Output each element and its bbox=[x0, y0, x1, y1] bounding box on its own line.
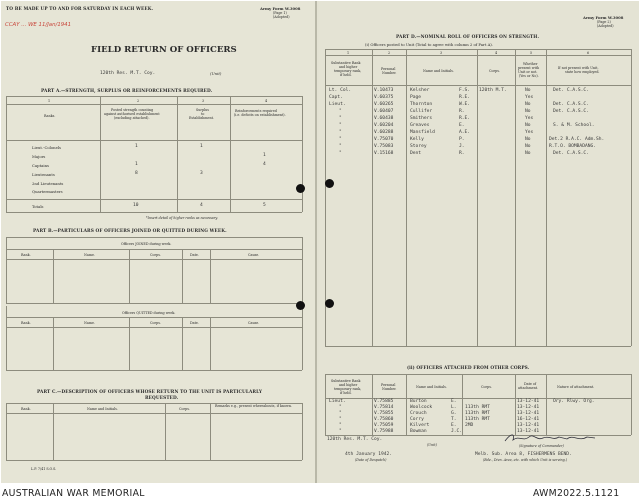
d-header-present-4: (Yes or No). bbox=[519, 74, 539, 78]
d-header-present-3: Unit or not. bbox=[518, 70, 538, 74]
reinforce-header-line-1: Reinforcements required bbox=[235, 109, 277, 113]
punch-hole-3 bbox=[325, 179, 334, 188]
d-col-number-6: 6 bbox=[587, 51, 590, 55]
d-header-present-1: Whether bbox=[523, 62, 538, 66]
part-c-heading: PART C.—DESCRIPTION OF OFFICERS WHOSE RETURN TO THE UNIT IS PARTICULARLY bbox=[37, 390, 263, 395]
part-c-col-corps: Corps. bbox=[179, 407, 190, 411]
page-one: TO BE MADE UP TO AND FOR SATURDAY IN EACH WEEK. Army Form W.3008 (Page 1) (Adopted) CCAY ... WE 11/Jan/1941 FIELD RETURN OF OFFICERS 120th Res. M.T. Coy. (Unit) PART A.—STRENGTH, SURPLUS OR REINFORCEMENTS REQUIRED. 1 2 3 4 Ranks. Posted strength counting against authorised establishment (excluding attached). Surplus to Establishment. Reinforcements required (i.e. deficits on establishment). Lieut.-Colonels 1 1 Majors 1 Captains 1 4 Lieutenants 8 3 2nd Lieutenants Quartermasters Totals 10 4 5 *Insert detail of higher ranks as necessary. PART B.—PARTICULARS OF OFFICERS JOINED OR QUITTED DURING WEEK. Officers JOINED during week. Rank. Name. Corps. Date. Cause. Officers QUITTED during week. Rank. Name. Corps. Date. Cause. PART C.—DESCRIPTION OF OFFICERS WHOSE RETURN TO THE UNIT IS PARTICULARLY REQUESTED. Rank. Name and Initials. Corps. Remarks e.g., present whereabouts, if known. L.P. 7/41 S.O.S. bbox=[1, 1, 317, 483]
page-note: (Page 1) bbox=[273, 11, 287, 15]
posted-header-line-3: (excluding attached). bbox=[114, 116, 150, 120]
part-c-col-name: Name and Initials. bbox=[87, 407, 118, 411]
commander-signature bbox=[501, 431, 601, 445]
col-number-3: 3 bbox=[202, 99, 205, 103]
despatch-date-label: (Date of Despatch) bbox=[355, 458, 387, 462]
signature-label: (Signature of Commander) bbox=[519, 444, 564, 448]
d-col-number-3: 3 bbox=[440, 51, 443, 55]
att-header-rank-2: and higher bbox=[339, 383, 358, 387]
quitted-col-rank: Rank. bbox=[21, 321, 31, 325]
page-note-2: (Page 2) bbox=[597, 20, 611, 24]
quitted-col-name: Name. bbox=[84, 321, 95, 325]
part-d-heading: PART D.—NOMINAL ROLL OF OFFICERS ON STRENGTH. bbox=[396, 35, 540, 40]
att-header-rank-4: if held. bbox=[340, 391, 352, 395]
att-header-rank-3: temporary rank, bbox=[334, 387, 362, 391]
print-code: L.P. 7/41 S.O.S. bbox=[31, 467, 57, 471]
handwritten-annotation: CCAY ... WE 11/Jan/1941 bbox=[5, 22, 72, 28]
footer-bar bbox=[0, 486, 640, 501]
form-title: FIELD RETURN OF OFFICERS bbox=[91, 45, 237, 55]
location-label: (Bde., Divn. Area, etc. with which Unit is serving.) bbox=[483, 458, 568, 462]
att-header-number-2: Number. bbox=[382, 387, 397, 391]
page-two: Army Form W.3008 (Page 2) (Adopted) PART D.—NOMINAL ROLL OF OFFICERS ON STRENGTH. (i) Officers posted to Unit (Total to agree with column 2 of Part A). 1 2 3 4 5 6 Substantive Rank and higher temporary rank, if held. Personal Number. Name and Initials. Corps. Whether present with Unit or not. (Yes or No). If not present with Unit, state how employed. Lt. Col. V.10473 Kelsher F.S. 120th M.T. No Det. C.A.S.C. Capt. V.60375 Page R.E. Yes Lieut. V.60265 Thornton W.E. No Det. C.A.S.C. " V.60407 Cullifer R. No Det. C.A.S.C. " V.60438 Smithers R.E. Yes " V.60204 Greaves E. No S. & M. School. " V.60288 Mansfield A.E. Yes " V.75070 Kelly P. No Det.2 R.A.C. Adm.Sh. " V.75083 Storey J. No R.T.O. BOMBADANG. " V.15168 Dent R. No Det. C.A.S.C. (ii) OFFICERS ATTACHED FROM OTHER CORPS. Substantive Rank and higher temporary rank, if held. Personal Number. Name and Initials. Corps. Date of attachment. Nature of attachment. Lieut. V.75885 Burton E. 13-12-41 Ory. Rlwy. Org. " V.75814 Woolcock L. 113th RMT 13-12-41 " V.75855 Crouch G. 113th RMT 13-12-41 " V.75860 Corry T. 113th RMT 16-12-41 " V.75059 Kilvert E. 2MD 13-12-41 " V.75988 Bowman J.C. 13-12-41 120th Res. M.T. Coy. (Unit) (Signature of Commander) 4th January 1942. (Date of Despatch) Melb. Sub. Area 8, FISHERMENS BEND. (Bde., Divn. Area, etc. with which Unit is serving.) bbox=[319, 1, 639, 483]
d-header-name: Name and Initials. bbox=[423, 69, 454, 73]
footer-accession-number: AWM2022.5.1121 bbox=[533, 488, 620, 499]
d-header-present-2: present with bbox=[518, 66, 540, 70]
army-form-label: Army Form W.3008 bbox=[260, 6, 301, 11]
surplus-header-line-1: Surplus bbox=[196, 108, 209, 112]
army-form-label-2: Army Form W.3008 bbox=[583, 15, 624, 20]
att-header-rank-1: Substantive Rank bbox=[331, 379, 361, 383]
d-header-rank-3: temporary rank, bbox=[334, 69, 362, 73]
att-header-date-2: attachment. bbox=[518, 386, 539, 390]
d-col-number-5: 5 bbox=[530, 51, 533, 55]
d-col-number-1: 1 bbox=[347, 51, 350, 55]
document-sheet bbox=[1, 1, 639, 483]
d-header-absent-2: state how employed. bbox=[565, 70, 600, 74]
part-b-heading: PART B.—PARTICULARS OF OFFICERS JOINED OR QUITTED DURING WEEK. bbox=[33, 229, 227, 234]
col-number-1: 1 bbox=[48, 99, 51, 103]
joined-col-cause: Cause. bbox=[248, 253, 260, 257]
location-typed: Melb. Sub. Area 8, FISHERMENS BEND. bbox=[475, 452, 572, 457]
d-header-rank-4: if held. bbox=[340, 73, 352, 77]
att-header-nature: Nature of attachment. bbox=[557, 385, 595, 389]
footer-institution: AUSTRALIAN WAR MEMORIAL bbox=[2, 488, 145, 499]
col-number-4: 4 bbox=[265, 99, 268, 103]
d-header-rank-1: Substantive Rank bbox=[331, 61, 361, 65]
posted-header-line-2: against authorised establishment bbox=[104, 112, 160, 116]
d-header-number-2: Number. bbox=[382, 71, 397, 75]
d-header-corps: Corps. bbox=[489, 69, 500, 73]
ranks-header: Ranks. bbox=[44, 114, 56, 118]
part-d-subheading: (i) Officers posted to Unit (Total to agree with column 2 of Part A). bbox=[365, 42, 493, 47]
unit-label: (Unit) bbox=[210, 71, 222, 76]
joined-label: Officers JOINED during week. bbox=[121, 242, 172, 246]
surplus-header-line-2: to bbox=[201, 112, 205, 116]
d-header-rank-2: and higher bbox=[339, 65, 358, 69]
col-number-2: 2 bbox=[137, 99, 140, 103]
punch-hole-4 bbox=[325, 299, 334, 308]
joined-col-date: Date. bbox=[190, 253, 199, 257]
top-note: TO BE MADE UP TO AND FOR SATURDAY IN EACH WEEK. bbox=[6, 7, 154, 12]
punch-hole-2 bbox=[296, 301, 305, 310]
joined-col-name: Name. bbox=[84, 253, 95, 257]
part-c-heading-2: REQUESTED. bbox=[145, 396, 179, 401]
att-header-date-1: Date of bbox=[524, 382, 537, 386]
surplus-header-line-3: Establishment. bbox=[189, 116, 214, 120]
d-col-number-2: 2 bbox=[388, 51, 391, 55]
unit-label-2: (Unit) bbox=[427, 443, 437, 447]
adopted-note: (Adopted) bbox=[273, 15, 290, 19]
d-col-number-4: 4 bbox=[495, 51, 498, 55]
reinforce-header-line-2: (i.e. deficits on establishment). bbox=[234, 113, 286, 117]
posted-header-line-1: Posted strength counting bbox=[111, 108, 154, 112]
unit-typed: 120th Res. M.T. Coy. bbox=[327, 437, 383, 442]
punch-hole-1 bbox=[296, 184, 305, 193]
att-header-corps: Corps. bbox=[481, 385, 492, 389]
part-c-col-remarks: Remarks e.g., present whereabouts, if known. bbox=[215, 404, 293, 408]
adopted-note-2: (Adopted) bbox=[597, 24, 614, 28]
quitted-col-corps: Corps. bbox=[150, 321, 161, 325]
quitted-col-date: Date. bbox=[190, 321, 199, 325]
despatch-date: 4th January 1942. bbox=[345, 452, 393, 457]
part-c-col-rank: Rank. bbox=[21, 407, 31, 411]
d-header-absent-1: If not present with Unit, bbox=[558, 66, 599, 70]
quitted-label: Officers QUITTED during week. bbox=[122, 311, 176, 315]
attached-heading: (ii) OFFICERS ATTACHED FROM OTHER CORPS. bbox=[407, 366, 530, 371]
part-a-heading: PART A.—STRENGTH, SURPLUS OR REINFORCEMENTS REQUIRED. bbox=[41, 89, 213, 94]
d-header-number-1: Personal bbox=[381, 67, 396, 71]
att-header-number-1: Personal bbox=[381, 383, 396, 387]
joined-col-rank: Rank. bbox=[21, 253, 31, 257]
joined-col-corps: Corps. bbox=[150, 253, 161, 257]
quitted-col-cause: Cause. bbox=[248, 321, 260, 325]
part-a-footnote: *Insert detail of higher ranks as necessary. bbox=[146, 216, 218, 220]
unit-name: 120th Res. M.T. Coy. bbox=[100, 71, 156, 76]
att-header-name: Name and Initials. bbox=[416, 385, 447, 389]
